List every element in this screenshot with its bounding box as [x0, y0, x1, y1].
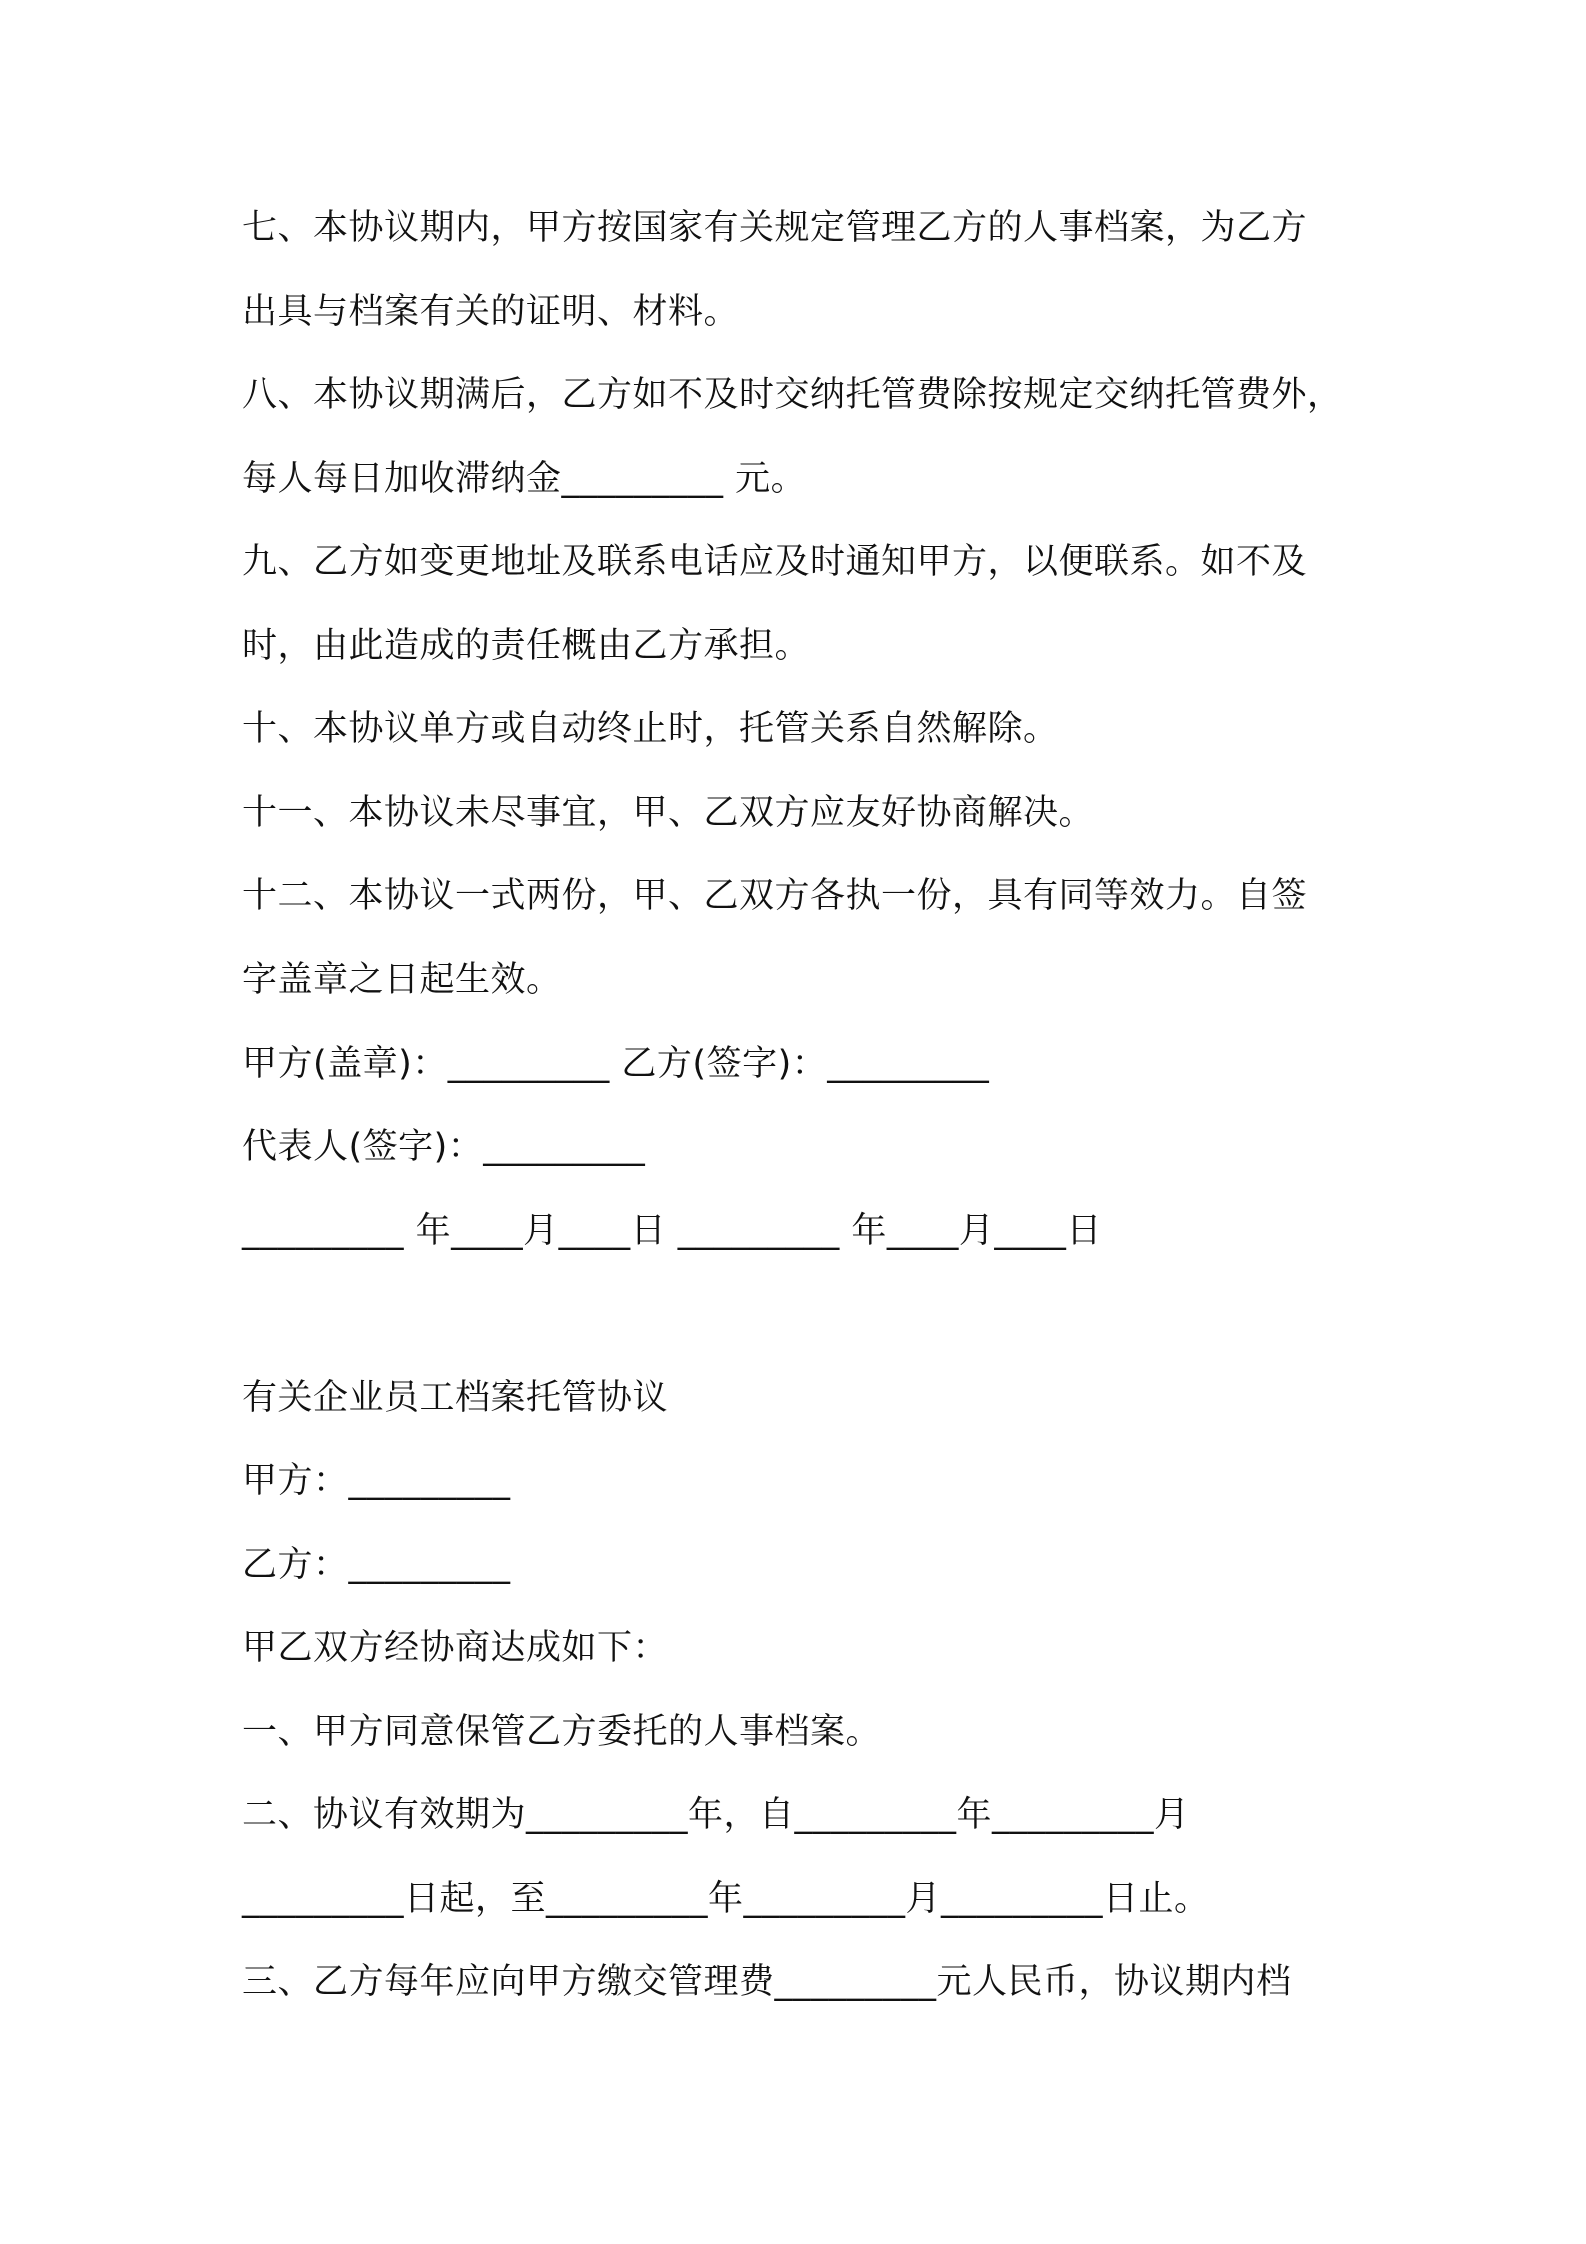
clause-7-line-2: 出具与档案有关的证明、材料。: [242, 292, 740, 332]
clause-7-line-1: 七、本协议期内，甲方按国家有关规定管理乙方的人事档案，为乙方: [242, 208, 1308, 248]
agreement-title: 有关企业员工档案托管协议: [242, 1378, 669, 1418]
clause-12-line-2: 字盖章之日起生效。: [242, 960, 562, 1000]
representative-signature-line: 代表人(签字)：_________: [242, 1127, 646, 1167]
party-a-line: 甲方：_________: [242, 1461, 511, 1501]
agreement-intro-line: 甲乙双方经协商达成如下：: [242, 1628, 669, 1668]
clause-11-line: 十一、本协议未尽事宜，甲、乙双方应友好协商解决。: [242, 793, 1095, 833]
clause-8-line-1: 八、本协议期满后，乙方如不及时交纳托管费除按规定交纳托管费外，: [242, 375, 1343, 415]
clause-10-line: 十、本协议单方或自动终止时，托管关系自然解除。: [242, 709, 1059, 749]
clause-8-line-2: 每人每日加收滞纳金_________ 元。: [242, 459, 807, 499]
clause-3-line-1: 三、乙方每年应向甲方缴交管理费_________元人民币，协议期内档: [242, 1962, 1292, 2002]
clause-9-line-2: 时，由此造成的责任概由乙方承担。: [242, 626, 811, 666]
clause-1-line: 一、甲方同意保管乙方委托的人事档案。: [242, 1712, 882, 1752]
party-b-line: 乙方：_________: [242, 1545, 511, 1585]
clause-2-line-1: 二、协议有效期为_________年，自_________年_________月: [242, 1795, 1190, 1835]
clause-12-line-1: 十二、本协议一式两份，甲、乙双方各执一份，具有同等效力。自签: [242, 876, 1308, 916]
clause-2-line-2: _________日起，至_________年_________月_________日止。: [242, 1879, 1210, 1919]
signing-date-line: _________ 年____月____日 _________ 年____月____日: [242, 1211, 1102, 1251]
signature-parties-line: 甲方(盖章)：_________ 乙方(签字)：_________: [242, 1044, 990, 1084]
clause-9-line-1: 九、乙方如变更地址及联系电话应及时通知甲方，以便联系。如不及: [242, 542, 1308, 582]
